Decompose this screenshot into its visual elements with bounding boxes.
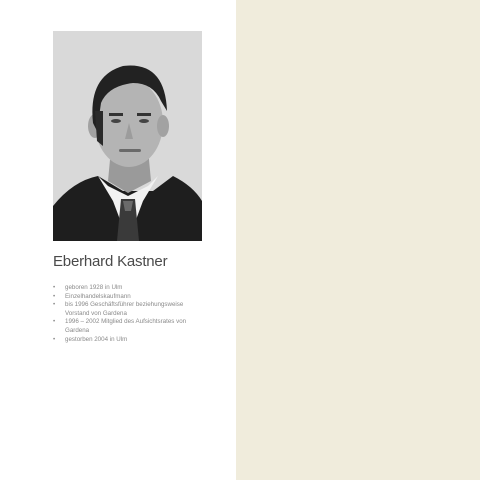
right-column	[236, 0, 480, 480]
portrait-photo-left	[53, 31, 202, 241]
bio-item: • bis 1996 Geschäftsführer beziehungsweise Vorstand von Gardena	[53, 301, 203, 318]
portrait-left-image	[53, 31, 202, 241]
bio-item: • Einzelhandelskaufmann	[53, 293, 203, 302]
left-column	[0, 0, 236, 480]
bio-item: • geboren 1928 in Ulm	[53, 284, 203, 293]
person-name-left: Eberhard Kastner	[53, 253, 168, 270]
bio-list-left	[53, 284, 203, 344]
bio-item: • 1996 – 2002 Mitglied des Aufsichtsrates von Gardena	[53, 318, 203, 335]
bio-item: • gestorben 2004 in Ulm	[53, 336, 203, 345]
